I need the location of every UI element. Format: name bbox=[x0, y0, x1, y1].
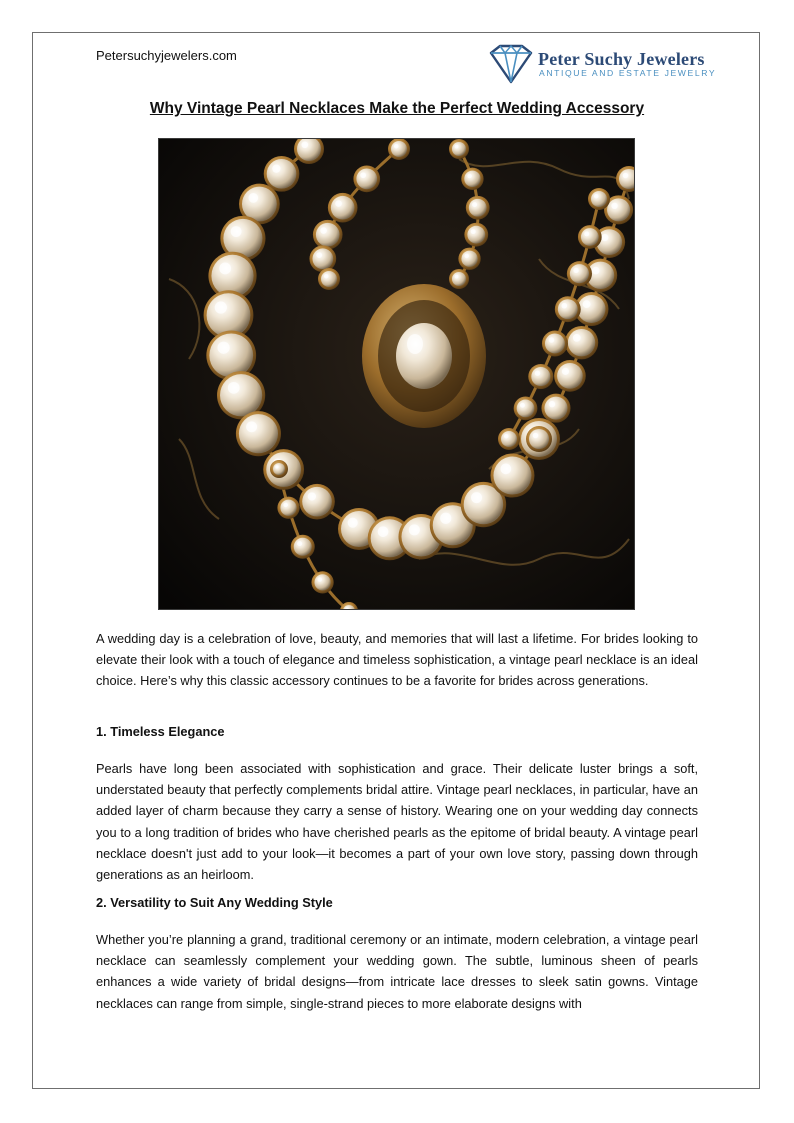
pearl bbox=[542, 331, 568, 357]
pearl bbox=[565, 326, 598, 359]
site-url[interactable]: Petersuchyjewelers.com bbox=[96, 48, 237, 63]
pearl bbox=[461, 168, 483, 190]
pearl bbox=[270, 460, 288, 478]
article-title: Why Vintage Pearl Necklaces Make the Perfect Wedding Accessory bbox=[149, 100, 645, 117]
pearl bbox=[514, 397, 538, 421]
pearl bbox=[449, 269, 469, 289]
section-paragraph: Whether you’re planning a grand, traditional ceremony or an intimate, modern celebration, a vintage pearl necklace can seamlessly complement your wedding gown. The subtle, luminous sheen of pearls enhances a wide variety of bridal designs—from intricate lace dresses to sleek satin gowns. Vintage necklaces can range from simple, single-strand pieces to more elaborate designs with bbox=[96, 932, 698, 1011]
pearl bbox=[554, 360, 586, 392]
pearl bbox=[449, 139, 469, 159]
pearl bbox=[578, 225, 602, 249]
pearl bbox=[528, 364, 553, 389]
logo-tagline: ANTIQUE AND ESTATE JEWELRY bbox=[539, 68, 717, 78]
pearl bbox=[526, 426, 552, 452]
pearl bbox=[567, 261, 592, 286]
diamond-icon bbox=[488, 44, 534, 84]
pearl bbox=[490, 454, 534, 498]
pearl bbox=[311, 571, 333, 593]
pearl bbox=[236, 411, 281, 456]
intro-paragraph: A wedding day is a celebration of love, beauty, and memories that will last a lifetime. For brides looking to elevate their look with a touch of elegance and timeless sophistication, a vintage pearl necklace is an ideal choice. Here’s why this classic accessory continues to be a favorite for brides across generations. bbox=[96, 631, 698, 689]
section-heading: 2. Versatility to Suit Any Wedding Style bbox=[96, 895, 333, 910]
pearl bbox=[388, 139, 410, 160]
pearl bbox=[555, 296, 581, 322]
brand-logo[interactable] bbox=[488, 44, 717, 84]
pearl bbox=[464, 223, 488, 247]
pearl bbox=[299, 484, 335, 520]
pearl bbox=[588, 188, 610, 210]
pearl bbox=[466, 196, 490, 220]
pearl bbox=[328, 193, 358, 223]
pearl bbox=[458, 248, 480, 270]
pearl bbox=[309, 245, 336, 272]
pearl bbox=[277, 497, 299, 519]
section-heading: 1. Timeless Elegance bbox=[96, 724, 225, 739]
pearl bbox=[313, 220, 343, 250]
pearl bbox=[498, 428, 520, 450]
pearl-necklace-illustration bbox=[159, 139, 635, 610]
pearl bbox=[353, 165, 380, 192]
pearl bbox=[291, 535, 315, 559]
hero-image-pearl-necklace bbox=[158, 138, 635, 610]
pearl bbox=[318, 268, 340, 290]
logo-name: Peter Suchy Jewelers bbox=[538, 49, 705, 69]
pearl bbox=[541, 394, 570, 423]
section-paragraph: Pearls have long been associated with sophistication and grace. Their delicate luster brings a soft, understated beauty that perfectly complements bridal attire. Vintage pearl necklaces, in particular, have an added layer of charm because they carry a sense of history. Wearing one on your wedding day connects you to a long tradition of brides who have cherished pearls as the epitome of bridal beauty. A vintage pearl necklace doesn't just add to your look—it becomes a part of your own love story, passing down through generations as an heirloom. bbox=[96, 761, 698, 883]
